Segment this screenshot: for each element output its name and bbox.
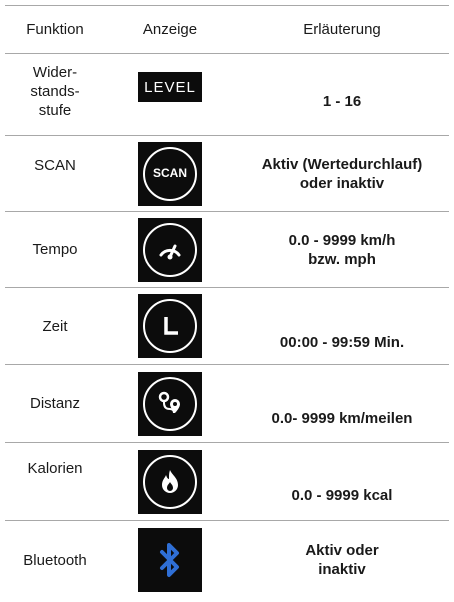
table-row bbox=[5, 288, 449, 365]
speedometer-icon bbox=[138, 218, 202, 282]
table-row bbox=[5, 212, 449, 288]
explanation: 1 - 16 bbox=[322, 93, 362, 110]
clock-icon bbox=[138, 294, 202, 358]
function-label: Distanz bbox=[29, 395, 81, 412]
function-display-table bbox=[5, 5, 449, 599]
display-cell bbox=[105, 54, 235, 135]
table-row bbox=[5, 54, 449, 136]
display-cell bbox=[105, 136, 235, 211]
display-cell bbox=[105, 443, 235, 520]
header-function: Funktion bbox=[26, 21, 84, 38]
table-header bbox=[5, 5, 449, 54]
display-cell bbox=[105, 212, 235, 287]
explanation: 0.0- 9999 km/meilen bbox=[271, 410, 413, 427]
function-label: SCAN bbox=[34, 157, 76, 174]
bluetooth-icon bbox=[138, 528, 202, 592]
header-display: Anzeige bbox=[142, 21, 198, 38]
function-label: Zeit bbox=[42, 317, 68, 335]
table-row bbox=[5, 443, 449, 521]
table-row bbox=[5, 521, 449, 599]
function-label: Bluetooth bbox=[23, 551, 87, 569]
display-cell bbox=[105, 521, 235, 599]
table-row bbox=[5, 365, 449, 443]
explanation: 0.0 - 9999 km/h bzw. mph bbox=[288, 231, 396, 268]
explanation: Aktiv (Wertedurchlauf) oder inaktiv bbox=[261, 155, 423, 192]
function-label: Wider- stands- stufe bbox=[30, 64, 80, 119]
explanation: Aktiv oder inaktiv bbox=[305, 542, 379, 578]
header-explanation: Erläuterung bbox=[303, 21, 381, 38]
display-cell bbox=[105, 288, 235, 364]
explanation: 0.0 - 9999 kcal bbox=[291, 487, 393, 504]
distance-pin-icon bbox=[138, 372, 202, 436]
display-cell bbox=[105, 365, 235, 442]
explanation: 00:00 - 99:59 Min. bbox=[279, 333, 405, 351]
function-label: Tempo bbox=[32, 241, 78, 258]
level-label: LEVEL bbox=[138, 72, 202, 102]
scan-icon: SCAN bbox=[138, 142, 202, 206]
flame-icon bbox=[138, 450, 202, 514]
table-row bbox=[5, 136, 449, 212]
function-label: Kalorien bbox=[27, 460, 83, 477]
